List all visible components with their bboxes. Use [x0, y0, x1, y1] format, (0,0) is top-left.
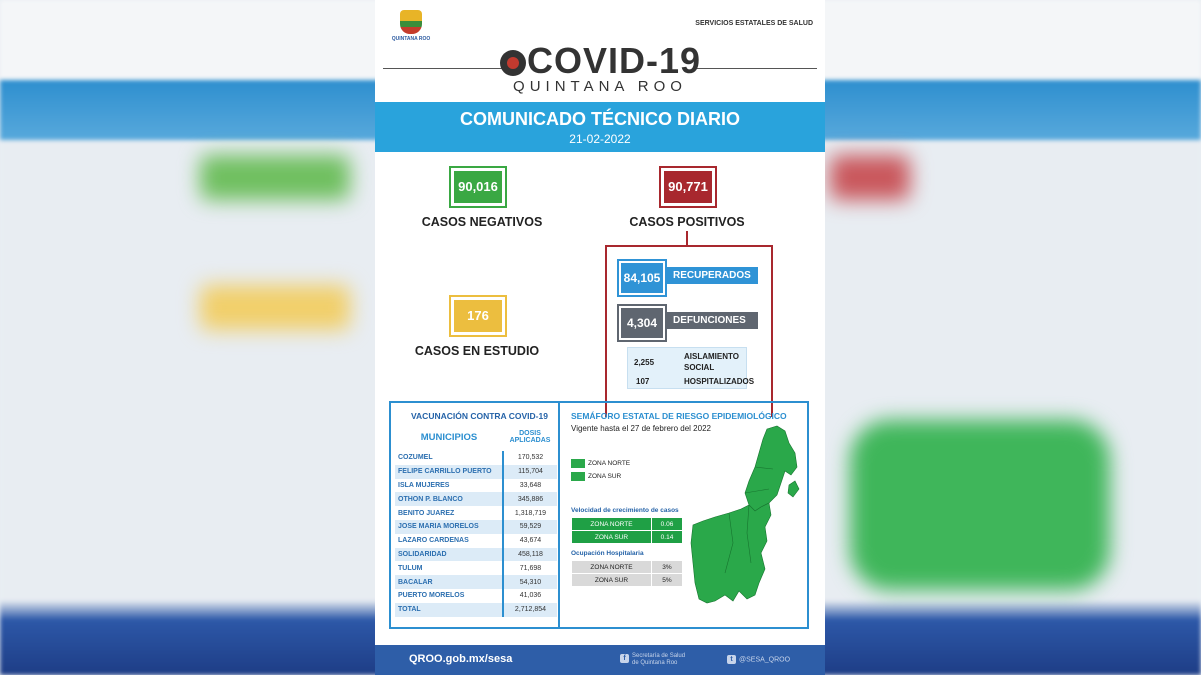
municipio-cell: TOTAL: [395, 603, 503, 617]
dosis-cell: 59,529: [503, 520, 557, 534]
table-row: [395, 492, 557, 506]
municipio-cell: TULUM: [398, 564, 423, 572]
blurred-red-blob: [830, 155, 910, 200]
recuperados-label: RECUPERADOS: [665, 267, 758, 284]
bracket-connector: [686, 231, 688, 245]
legend-swatch-norte: [571, 459, 585, 468]
page-title: [375, 42, 825, 80]
crecimiento-title: Velocidad de crecimiento de casos: [571, 507, 679, 514]
title-text: COVID-19: [526, 40, 702, 81]
table-row: [395, 479, 557, 493]
banner-title: COMUNICADO TÉCNICO DIARIO: [460, 109, 740, 129]
twitter-link[interactable]: [727, 655, 790, 664]
table-row: [395, 534, 557, 548]
municipio-cell: FELIPE CARRILLO PUERTO: [395, 465, 503, 479]
municipio-cell: BENITO JUAREZ: [398, 509, 455, 517]
table-row: [395, 575, 557, 589]
vacunacion-semaforo-panel: [389, 401, 809, 629]
defunciones-box: [617, 304, 667, 342]
ocupacion-norte-value: 3%: [652, 561, 683, 574]
banner-date: 21-02-2022: [569, 132, 631, 146]
negativos-label: CASOS NEGATIVOS: [421, 215, 543, 229]
legend-label-sur: ZONA SUR: [588, 473, 622, 481]
dosis-cell: 1,318,719: [503, 506, 557, 520]
table-row: [572, 561, 683, 574]
aislamiento-label: AISLAMIENTO SOCIAL: [684, 352, 739, 372]
estudio-box: [449, 295, 507, 337]
semaforo-title: SEMÁFORO ESTATAL DE RIESGO EPIDEMIOLÓGICO: [571, 411, 787, 421]
blurred-green-blob: [200, 155, 350, 200]
table-row: [572, 518, 683, 531]
table-row: [395, 589, 557, 603]
dosis-cell: 43,674: [503, 534, 557, 548]
legend-zona-norte: [571, 459, 630, 468]
table-row: [572, 574, 683, 587]
quintana-roo-map: [689, 423, 805, 605]
municipio-cell: PUERTO MORELOS: [398, 592, 465, 600]
municipio-cell: OTHON P. BLANCO: [395, 492, 503, 506]
legend-zona-sur: [571, 472, 621, 481]
municipio-cell: JOSE MARIA MORELOS: [395, 520, 503, 534]
agency-name: SERVICIOS ESTATALES DE SALUD: [695, 20, 813, 27]
state-logo: [389, 10, 433, 42]
page-subtitle: QUINTANA ROO: [513, 78, 687, 95]
footer-url[interactable]: QROO.gob.mx/sesa: [409, 653, 513, 665]
positivos-label: CASOS POSITIVOS: [629, 215, 745, 229]
defunciones-value: 4,304: [621, 308, 663, 338]
defunciones-label: DEFUNCIONES: [665, 312, 758, 329]
table-row: [395, 548, 557, 562]
vacunacion-title: VACUNACIÓN CONTRA COVID-19: [411, 411, 548, 421]
municipio-cell: LAZARO CARDENAS: [398, 537, 469, 545]
col-dosis: DOSIS APLICADAS: [509, 430, 551, 444]
covid-poster: [375, 0, 825, 675]
map-cozumel-island: [788, 481, 799, 497]
col-municipios: MUNICIPIOS: [420, 431, 478, 443]
vacunacion-table: [395, 423, 557, 617]
coat-of-arms-icon: [400, 10, 422, 34]
ocupacion-title: Ocupación Hospitalaria: [571, 550, 644, 557]
estudio-value: 176: [454, 300, 502, 332]
logo-text: QUINTANA ROO: [391, 36, 431, 42]
table-row: [395, 506, 557, 520]
twitter-icon: t: [727, 655, 736, 664]
facebook-line1: Secretaría de Salud: [632, 653, 686, 659]
facebook-link[interactable]: [620, 653, 685, 667]
estudio-label: CASOS EN ESTUDIO: [414, 344, 540, 358]
table-row: [395, 603, 557, 617]
ocupacion-table: [571, 560, 683, 587]
dosis-cell: 115,704: [503, 465, 557, 479]
hospitalizados-value: 107: [636, 377, 650, 386]
ocupacion-sur-value: 5%: [652, 574, 683, 587]
legend-swatch-sur: [571, 472, 585, 481]
table-row: [572, 531, 683, 544]
facebook-line2: de Quintana Roo: [632, 660, 678, 666]
aislamiento-hospitalizados-box: [627, 347, 755, 389]
table-row: [395, 520, 557, 534]
aislamiento-value: 2,255: [634, 358, 655, 367]
table-row: [395, 451, 557, 465]
positivos-value: 90,771: [664, 171, 712, 203]
table-row: [395, 561, 557, 575]
ocupacion-norte-label: ZONA NORTE: [572, 561, 652, 574]
crecimiento-norte-label: ZONA NORTE: [572, 518, 652, 531]
crecimiento-norte-value: 0.06: [652, 518, 683, 531]
municipio-cell: COZUMEL: [398, 454, 433, 462]
crecimiento-sur-value: 0.14: [652, 531, 683, 544]
dosis-cell: 170,532: [503, 451, 557, 465]
dosis-cell: 71,698: [503, 561, 557, 575]
table-row: [395, 465, 557, 479]
twitter-handle: @SESA_QROO: [739, 656, 791, 664]
daily-banner: [375, 102, 825, 152]
dosis-cell: 41,036: [503, 589, 557, 603]
crecimiento-sur-label: ZONA SUR: [572, 531, 652, 544]
dosis-cell: 2,712,854: [503, 603, 557, 617]
footer: [375, 645, 825, 675]
facebook-icon: f: [620, 654, 629, 663]
crecimiento-table: [571, 517, 683, 544]
recuperados-box: [617, 259, 667, 297]
blurred-map-blob: [850, 420, 1110, 590]
dosis-cell: 458,118: [503, 548, 557, 562]
recuperados-value: 84,105: [621, 263, 663, 293]
semaforo-vigencia: Vigente hasta el 27 de febrero del 2022: [571, 424, 711, 433]
title-block: [375, 42, 825, 94]
vacunacion-rows: [395, 451, 557, 617]
positivos-box: [659, 166, 717, 208]
dosis-cell: 33,648: [503, 479, 557, 493]
hospitalizados-label: HOSPITALIZADOS: [684, 377, 755, 386]
blurred-yellow-blob: [200, 285, 350, 330]
ocupacion-sur-label: ZONA SUR: [572, 574, 652, 587]
legend-label-norte: ZONA NORTE: [588, 460, 631, 468]
virus-icon: [500, 50, 526, 76]
municipio-cell: BACALAR: [395, 575, 503, 589]
negativos-box: [449, 166, 507, 208]
map-zona-sur: [691, 503, 771, 603]
panel-divider: [558, 403, 560, 627]
dosis-cell: 54,310: [503, 575, 557, 589]
dosis-cell: 345,886: [503, 492, 557, 506]
municipio-cell: ISLA MUJERES: [398, 481, 450, 489]
negativos-value: 90,016: [454, 171, 502, 203]
municipio-cell: SOLIDARIDAD: [395, 548, 503, 562]
